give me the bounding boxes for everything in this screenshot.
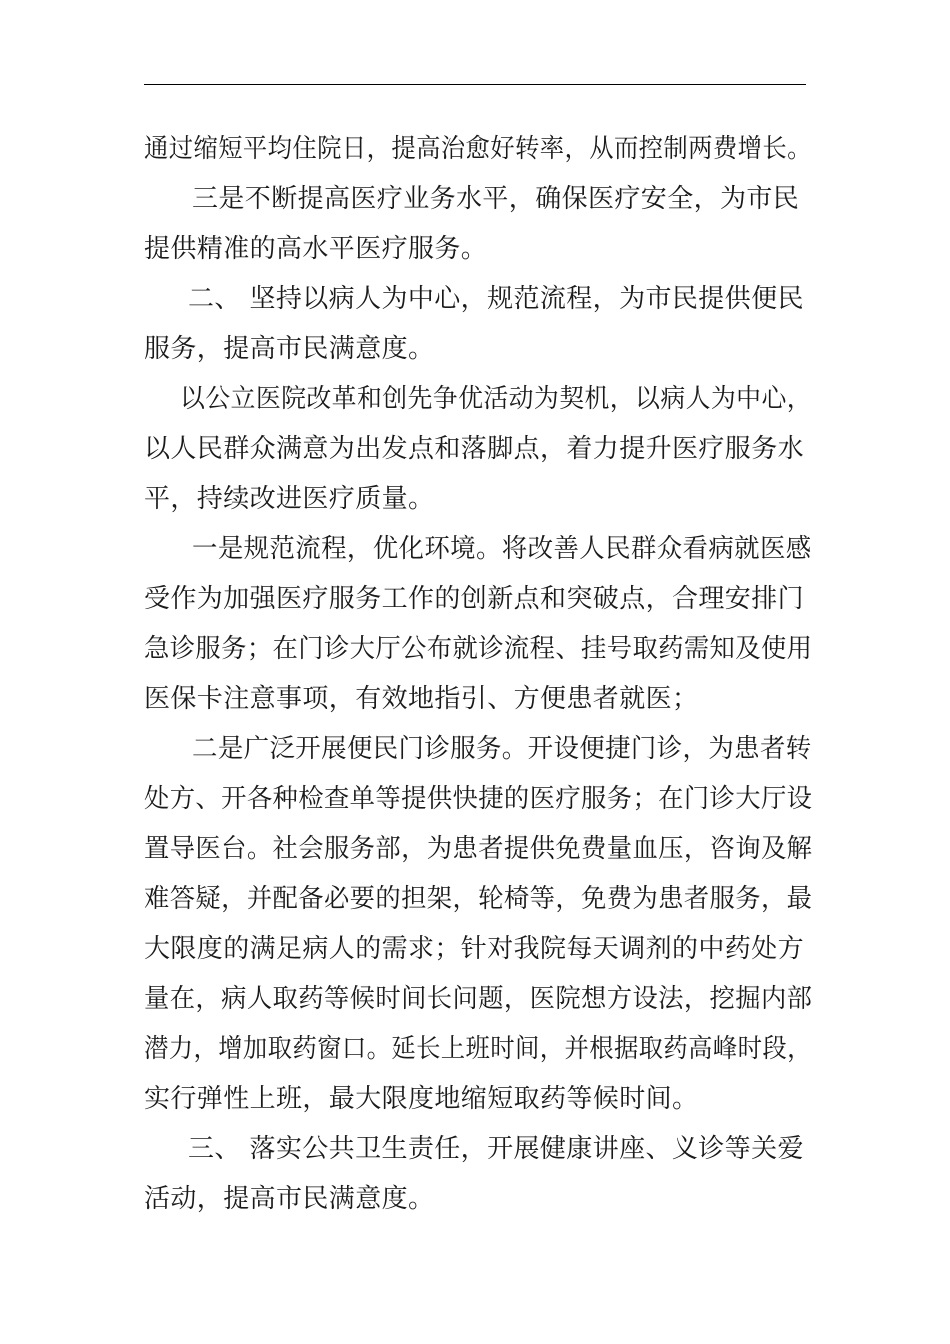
text-line: 医保卡注意事项，有效地指引、方便患者就医；	[144, 684, 699, 714]
text-line: 二、 坚持以病人为中心，规范流程，为市民提供便民	[188, 284, 804, 314]
text-line: 三是不断提高医疗业务水平，确保医疗安全，为市民	[192, 184, 800, 214]
header-rule	[144, 84, 806, 85]
text-line: 急诊服务；在门诊大厅公布就诊流程、挂号取药需知及使用	[144, 634, 813, 664]
text-line: 潜力，增加取药窗口。延长上班时间，并根据取药高峰时段，	[144, 1034, 812, 1064]
text-line: 通过缩短平均住院日，提高治愈好转率，从而控制两费增长。	[144, 134, 812, 164]
text-line: 三、 落实公共卫生责任，开展健康讲座、义诊等关爱	[188, 1134, 804, 1164]
text-line: 受作为加强医疗服务工作的创新点和突破点，合理安排门	[144, 584, 805, 614]
text-line: 量在，病人取药等候时间长问题，医院想方设法，挖掘内部	[144, 984, 813, 1014]
text-line: 难答疑，并配备必要的担架，轮椅等，免费为患者服务，最	[144, 884, 813, 914]
text-line: 平，持续改进医疗质量。	[144, 484, 435, 514]
text-line: 处方、开各种检查单等提供快捷的医疗服务；在门诊大厅设	[144, 784, 813, 814]
text-line: 置导医台。社会服务部，为患者提供免费量血压，咨询及解	[144, 834, 813, 864]
text-line: 提供精准的高水平医疗服务。	[144, 234, 488, 264]
text-line: 活动，提高市民满意度。	[144, 1184, 435, 1214]
text-line: 以公立医院改革和创先争优活动为契机，以病人为中心，	[180, 384, 813, 414]
text-line: 大限度的满足病人的需求；针对我院每天调剂的中药处方	[144, 934, 805, 964]
text-line: 服务，提高市民满意度。	[144, 334, 435, 364]
text-line: 实行弹性上班，最大限度地缩短取药等候时间。	[144, 1084, 699, 1114]
text-line: 以人民群众满意为出发点和落脚点，着力提升医疗服务水	[144, 434, 805, 464]
text-line: 二是广泛开展便民门诊服务。开设便捷门诊，为患者转	[192, 734, 812, 764]
text-line: 一是规范流程，优化环境。将改善人民群众看病就医感	[192, 534, 812, 564]
